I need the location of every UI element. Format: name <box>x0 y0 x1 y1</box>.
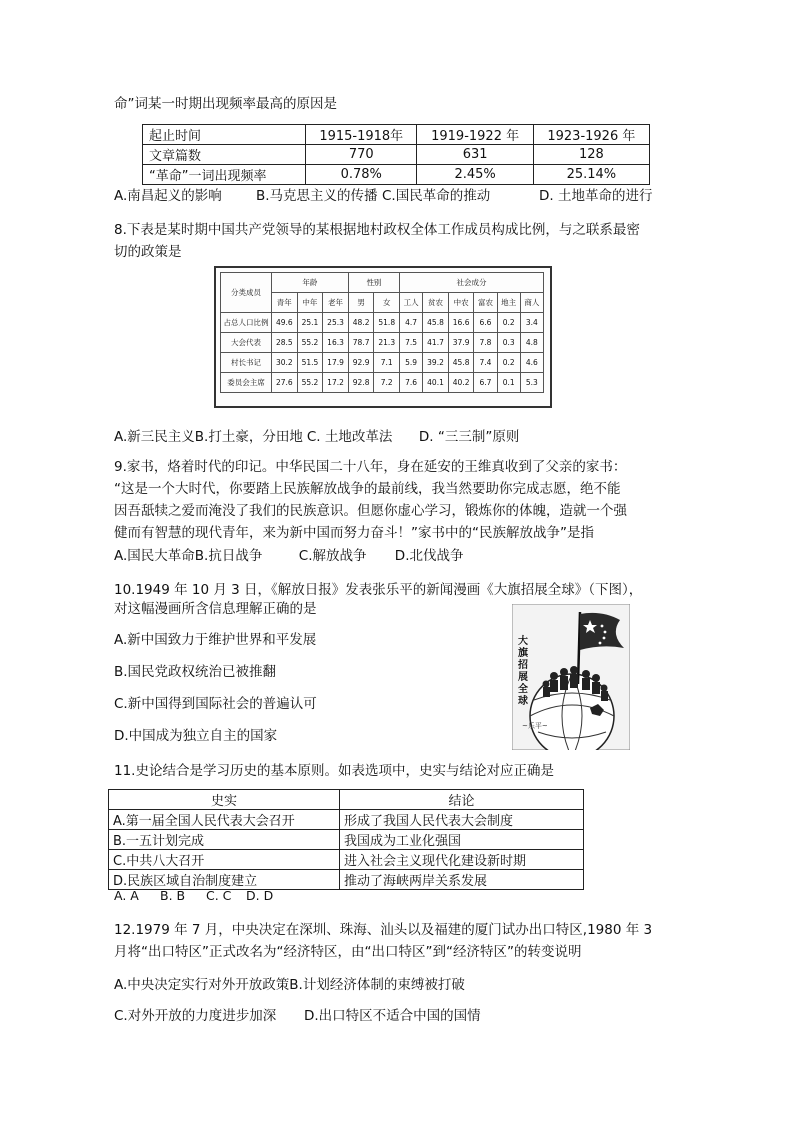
option-c[interactable]: C.国民革命的推动 <box>382 188 491 204</box>
table-cell: 0.3 <box>497 333 520 353</box>
table-cell: 55.2 <box>297 333 323 353</box>
option-d[interactable]: D. 土地革命的进行 <box>539 188 653 204</box>
row-label: 委员会主席 <box>221 373 272 393</box>
table-header-cell: 中年 <box>297 293 323 313</box>
option-c[interactable]: C. 土地改革法 <box>306 429 393 445</box>
q11-table <box>108 789 584 890</box>
table-row: 分类成员 年龄 性别 社会成分 <box>221 273 544 293</box>
table-cell: 16.6 <box>448 313 474 333</box>
table-header-cell: 富农 <box>474 293 497 313</box>
table-cell: 40.2 <box>448 373 474 393</box>
q10-line1: 10.1949 年 10 月 3 日，《解放日报》发表张乐平的新闻漫画《大旗招展全球》（下图）， <box>114 582 643 598</box>
table-cell: 0.2 <box>497 353 520 373</box>
q12-options-row2 <box>114 1004 481 1024</box>
option-a[interactable]: A. A <box>114 888 139 903</box>
table-cell: 39.2 <box>423 353 449 373</box>
table-cell: 30.2 <box>272 353 298 373</box>
table-cell: 5.9 <box>400 353 423 373</box>
option-d[interactable]: D. “三三制”原则 <box>418 429 520 445</box>
row-label: 大会代表 <box>221 333 272 353</box>
option-c[interactable]: C. C <box>206 888 232 903</box>
table-row <box>221 373 544 393</box>
option-d[interactable]: D. D <box>246 888 274 903</box>
table-cell: 3.4 <box>520 313 543 333</box>
table-cell: 7.4 <box>474 353 497 373</box>
q8-options <box>114 425 519 445</box>
table-cell: 17.2 <box>323 373 349 393</box>
cartoon-image <box>512 604 630 750</box>
q10-option-b[interactable]: B.国民党政权统治已被推翻 <box>114 664 277 680</box>
table-cell: 4.8 <box>520 333 543 353</box>
table-cell: 78.7 <box>348 333 374 353</box>
table-cell: 5.3 <box>520 373 543 393</box>
q7-table <box>142 124 650 185</box>
table-cell: 55.2 <box>297 373 323 393</box>
table-header-cell: 男 <box>348 293 374 313</box>
option-b[interactable]: B.马克思主义的传播 <box>256 188 378 204</box>
table-cell: 6.7 <box>474 373 497 393</box>
table-cell: 27.6 <box>272 373 298 393</box>
q8-table <box>220 272 544 393</box>
option-a[interactable]: A.国民大革命 <box>114 548 195 564</box>
table-row: 文章篇数 770 631 128 <box>143 145 650 165</box>
table-cell: 7.2 <box>374 373 400 393</box>
row-label: 占总人口比例 <box>221 313 272 333</box>
table-cell: 6.6 <box>474 313 497 333</box>
table-cell: 28.5 <box>272 333 298 353</box>
table-cell: 49.6 <box>272 313 298 333</box>
table-cell: 7.5 <box>400 333 423 353</box>
q7-stem-tail: 命”词某一时期出现频率最高的原因是 <box>114 96 337 112</box>
table-row: 起止时间 1915-1918年 1919-1922 年 1923-1926 年 <box>143 125 650 145</box>
q12-line1: 12.1979 年 7 月，中央决定在深圳、珠海、汕头以及福建的厦门试办出口特区,1980 年 3 <box>114 922 653 938</box>
q9-options <box>114 544 463 564</box>
table-cell: 0.1 <box>497 373 520 393</box>
option-a[interactable]: A.新三民主义 <box>114 429 195 445</box>
table-row: D.民族区域自治制度建立 推动了海峡两岸关系发展 <box>109 870 584 890</box>
table-header-cell: 老年 <box>323 293 349 313</box>
table-header-cell: 贫农 <box>423 293 449 313</box>
q10-option-a[interactable]: A.新中国致力于维护世界和平发展 <box>114 632 317 648</box>
table-row: 史实 结论 <box>109 790 584 810</box>
option-c[interactable]: C.解放战争 <box>298 548 367 564</box>
table-cell: 92.9 <box>348 353 374 373</box>
table-header-cell: 工人 <box>400 293 423 313</box>
table-cell: 41.7 <box>423 333 449 353</box>
table-row: “革命”一词出现频率 0.78% 2.45% 25.14% <box>143 165 650 185</box>
table-cell: 51.8 <box>374 313 400 333</box>
q10-option-d[interactable]: D.中国成为独立自主的国家 <box>114 728 278 744</box>
option-a[interactable]: A.中央决定实行对外开放政策 <box>114 977 290 993</box>
table-cell: 16.3 <box>323 333 349 353</box>
table-cell: 25.3 <box>323 313 349 333</box>
q8-table-image <box>214 266 552 408</box>
table-header-cell: 中农 <box>448 293 474 313</box>
q9-line2: “这是一个大时代，你要踏上民族解放战争的最前线，我当然要助你完成志愿，绝不能 <box>114 481 621 497</box>
table-row <box>221 313 544 333</box>
q12-line2: 月将“出口特区”正式改名为“经济特区，由“出口特区”到“经济特区”的转变说明 <box>114 944 582 960</box>
table-cell: 92.8 <box>348 373 374 393</box>
table-cell: 37.9 <box>448 333 474 353</box>
table-cell: 40.1 <box>423 373 449 393</box>
table-cell: 7.8 <box>474 333 497 353</box>
option-b[interactable]: B. B <box>160 888 186 903</box>
q11-stem: 11.史论结合是学习历史的基本原则。如表选项中，史实与结论对应正确是 <box>114 763 554 779</box>
table-cell: 48.2 <box>348 313 374 333</box>
table-cell: 7.1 <box>374 353 400 373</box>
table-cell: 7.6 <box>400 373 423 393</box>
option-d[interactable]: D.出口特区不适合中国的国情 <box>304 1008 481 1024</box>
table-cell: 0.2 <box>497 313 520 333</box>
option-d[interactable]: D.北伐战争 <box>394 548 464 564</box>
table-row <box>221 353 544 373</box>
table-cell: 21.3 <box>374 333 400 353</box>
table-header-cell: 青年 <box>272 293 298 313</box>
q11-options <box>114 888 273 903</box>
table-row: B.一五计划完成 我国成为工业化强国 <box>109 830 584 850</box>
svg-text:~乐平~: ~乐平~ <box>522 722 548 730</box>
table-row: C.中共八大召开 进入社会主义现代化建设新时期 <box>109 850 584 870</box>
option-b[interactable]: B.抗日战争 <box>194 548 263 564</box>
table-header-cell: 商人 <box>520 293 543 313</box>
table-row: A.第一届全国人民代表大会召开 形成了我国人民代表大会制度 <box>109 810 584 830</box>
table-header-cell: 女 <box>374 293 400 313</box>
option-b[interactable]: B.计划经济体制的束缚被打破 <box>289 977 465 993</box>
table-cell: 25.1 <box>297 313 323 333</box>
table-header-cell: 地主 <box>497 293 520 313</box>
q9-line1: 9.家书，烙着时代的印记。中华民国二十八年，身在延安的王维真收到了父亲的家书： <box>114 459 627 475</box>
q8-stem-line1: 8.下表是某时期中国共产党领导的某根据地村政权全体工作成员构成比例，与之联系最密 <box>114 222 640 238</box>
option-b[interactable]: B.打土豪，分田地 <box>194 429 303 445</box>
q12-options-row1 <box>114 973 465 993</box>
table-cell: 17.9 <box>323 353 349 373</box>
table-cell: 45.8 <box>448 353 474 373</box>
q9-line3: 因吾舐犊之爱而淹没了我们的民族意识。但愿你虚心学习，锻炼你的体魄，造就一个强 <box>114 503 627 519</box>
row-label: 村长书记 <box>221 353 272 373</box>
option-c[interactable]: C.对外开放的力度进步加深 <box>114 1008 277 1024</box>
table-cell: 4.6 <box>520 353 543 373</box>
q8-stem-line2: 切的政策是 <box>114 244 182 260</box>
q10-line2: 对这幅漫画所含信息理解正确的是 <box>114 601 317 617</box>
q7-options <box>114 184 652 204</box>
svg-text:大旗招展全球: 大旗招展全球 <box>518 636 528 707</box>
table-row <box>221 333 544 353</box>
table-cell: 4.7 <box>400 313 423 333</box>
q9-line4: 健而有智慧的现代青年，来为新中国而努力奋斗！”家书中的“民族解放战争”是指 <box>114 525 594 541</box>
table-cell: 45.8 <box>423 313 449 333</box>
q10-option-c[interactable]: C.新中国得到国际社会的普遍认可 <box>114 696 317 712</box>
option-a[interactable]: A.南昌起义的影响 <box>114 188 222 204</box>
table-cell: 51.5 <box>297 353 323 373</box>
